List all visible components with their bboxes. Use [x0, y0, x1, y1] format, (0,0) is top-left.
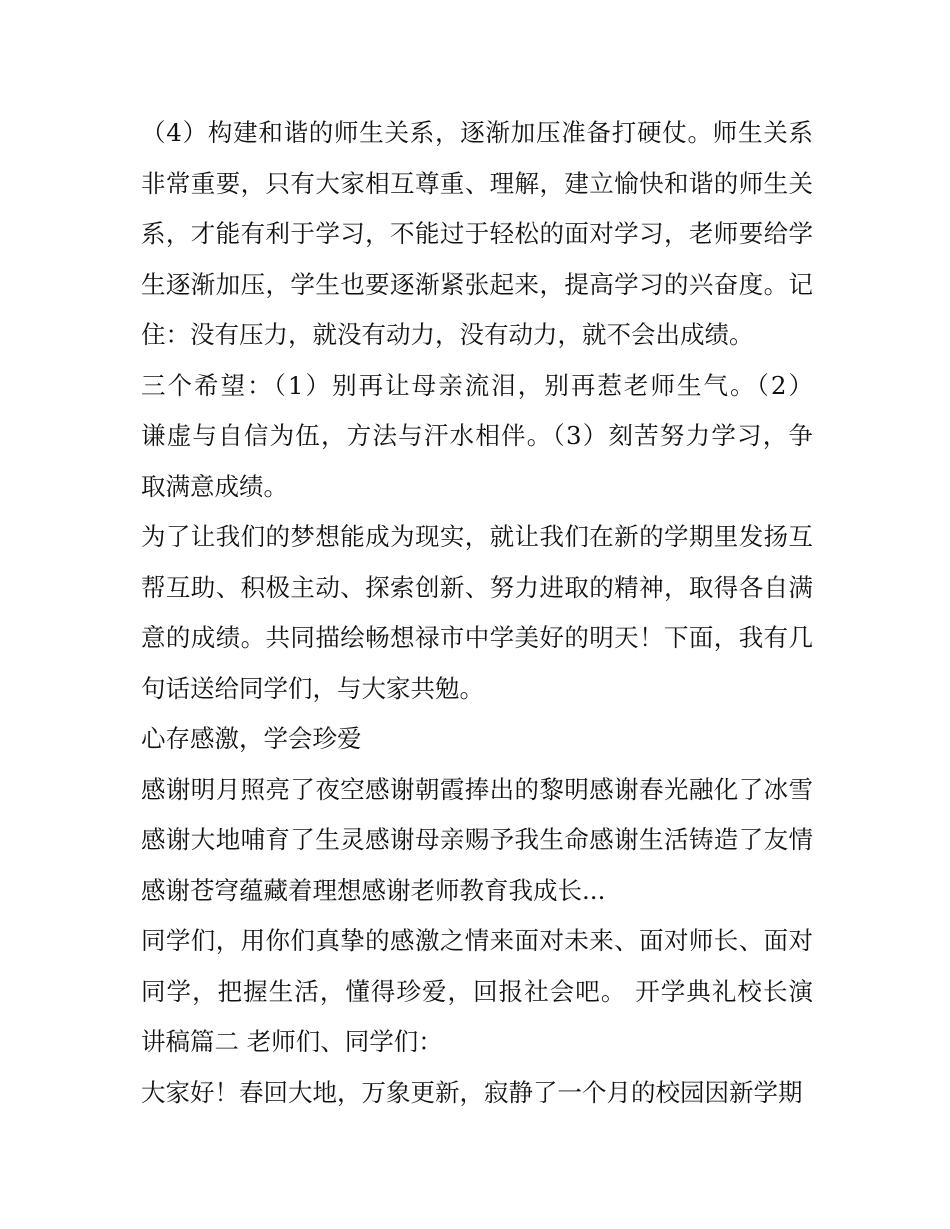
text-line: 三个希望：（1）别再让母亲流泪，别再惹老师生气。（2）	[141, 370, 813, 400]
text-line: 系，才能有利于学习，不能过于轻松的面对学习，老师要给学	[141, 219, 813, 248]
text-line: 感谢大地哺育了生灵感谢母亲赐予我生命感谢生活铸造了友情	[141, 825, 813, 854]
text-line: 帮互助、积极主动、探索创新、努力进取的精神，取得各自满	[141, 572, 813, 602]
paragraph-three-hopes	[141, 361, 813, 513]
text-line: 为了让我们的梦想能成为现实，就让我们在新的学期里发扬互	[141, 522, 813, 551]
text-line: 意的成绩。共同描绘畅想禄市中学美好的明天！下面，我有几	[141, 623, 813, 652]
text-line: 取满意成绩。	[141, 471, 288, 501]
text-line: 心存感激，学会珍爱	[141, 724, 362, 753]
document-body	[141, 108, 813, 1118]
paragraph-thanks-list	[141, 765, 813, 917]
paragraph-classmates-closing	[141, 916, 813, 1068]
text-line: 讲稿篇二 老师们、同学们：	[141, 1027, 443, 1056]
text-line: （4）构建和谐的师生关系，逐渐加压准备打硬仗。师生关系	[141, 118, 813, 147]
paragraph-gratitude-heading	[141, 714, 813, 765]
text-line: 句话送给同学们，与大家共勉。	[141, 673, 484, 703]
text-line: 感谢明月照亮了夜空感谢朝霞捧出的黎明感谢春光融化了冰雪	[141, 774, 813, 804]
text-line: 大家好！春回大地，万象更新，寂静了一个月的校园因新学期	[141, 1077, 803, 1107]
text-line: 非常重要，只有大家相互尊重、理解，建立愉快和谐的师生关	[141, 168, 813, 198]
text-line: 同学，把握生活，懂得珍爱，回报社会吧。 开学典礼校长演	[141, 976, 813, 1006]
paragraph-greeting	[141, 1068, 813, 1119]
text-line: 生逐渐加压，学生也要逐渐紧张起来，提高学习的兴奋度。记	[141, 269, 813, 299]
text-line: 同学们，用你们真挚的感激之情来面对未来、面对师长、面对	[141, 926, 813, 955]
paragraph-dream-reality	[141, 512, 813, 714]
text-line: 谦虚与自信为伍，方法与汗水相伴。（3）刻苦努力学习，争	[141, 421, 813, 450]
paragraph-harmonious-relationship	[141, 108, 813, 361]
text-line: 住：没有压力，就没有动力，没有动力，就不会出成绩。	[141, 320, 754, 349]
text-line: 感谢苍穹蕴藏着理想感谢老师教育我成长...	[141, 875, 606, 905]
